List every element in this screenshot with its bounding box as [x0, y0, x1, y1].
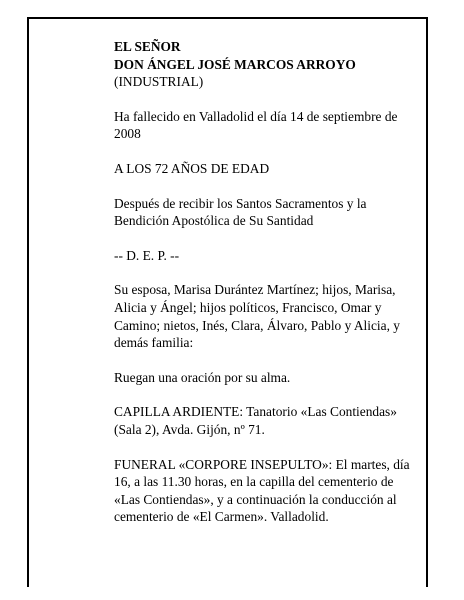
deceased-name: DON ÁNGEL JOSÉ MARCOS ARROYO [114, 56, 356, 72]
frame-right-border [426, 17, 428, 587]
age-line: A LOS 72 AÑOS DE EDAD [114, 160, 270, 176]
frame-top-border [27, 17, 428, 19]
death-announcement: Ha fallecido en Valladolid el día 14 de septiembre de 2008 [114, 108, 398, 142]
rip-line: -- D. E. P. -- [114, 247, 180, 263]
sacraments-line: Después de recibir los Santos Sacramentos y la Bendición Apostólica de Su Santidad [114, 195, 367, 229]
family-list: Su esposa, Marisa Durántez Martínez; hijos, Marisa, Alicia y Ángel; hijos políticos, Francisco, Omar y Camino; nietos, Inés, Clara, Álvaro, Pablo y Alicia, y demás familia: [114, 282, 400, 351]
obituary-notice [114, 38, 414, 543]
profession: (INDUSTRIAL) [114, 74, 204, 90]
frame-left-border [27, 17, 29, 587]
title-line-1: EL SEÑOR [114, 39, 181, 54]
chapel-info: CAPILLA ARDIENTE: Tanatorio «Las Contiendas» (Sala 2), Avda. Gijón, nº 71. [114, 404, 397, 437]
funeral-info: FUNERAL «CORPORE INSEPULTO»: El martes, día 16, a las 11.30 horas, en la capilla del cementerio de «Las Contiendas», y a continuación la conducción al cementerio de «El Carmen». Valladolid. [114, 456, 410, 525]
deceased-name-block [114, 38, 414, 91]
prayer-request: Ruegan una oración por su alma. [114, 369, 291, 385]
